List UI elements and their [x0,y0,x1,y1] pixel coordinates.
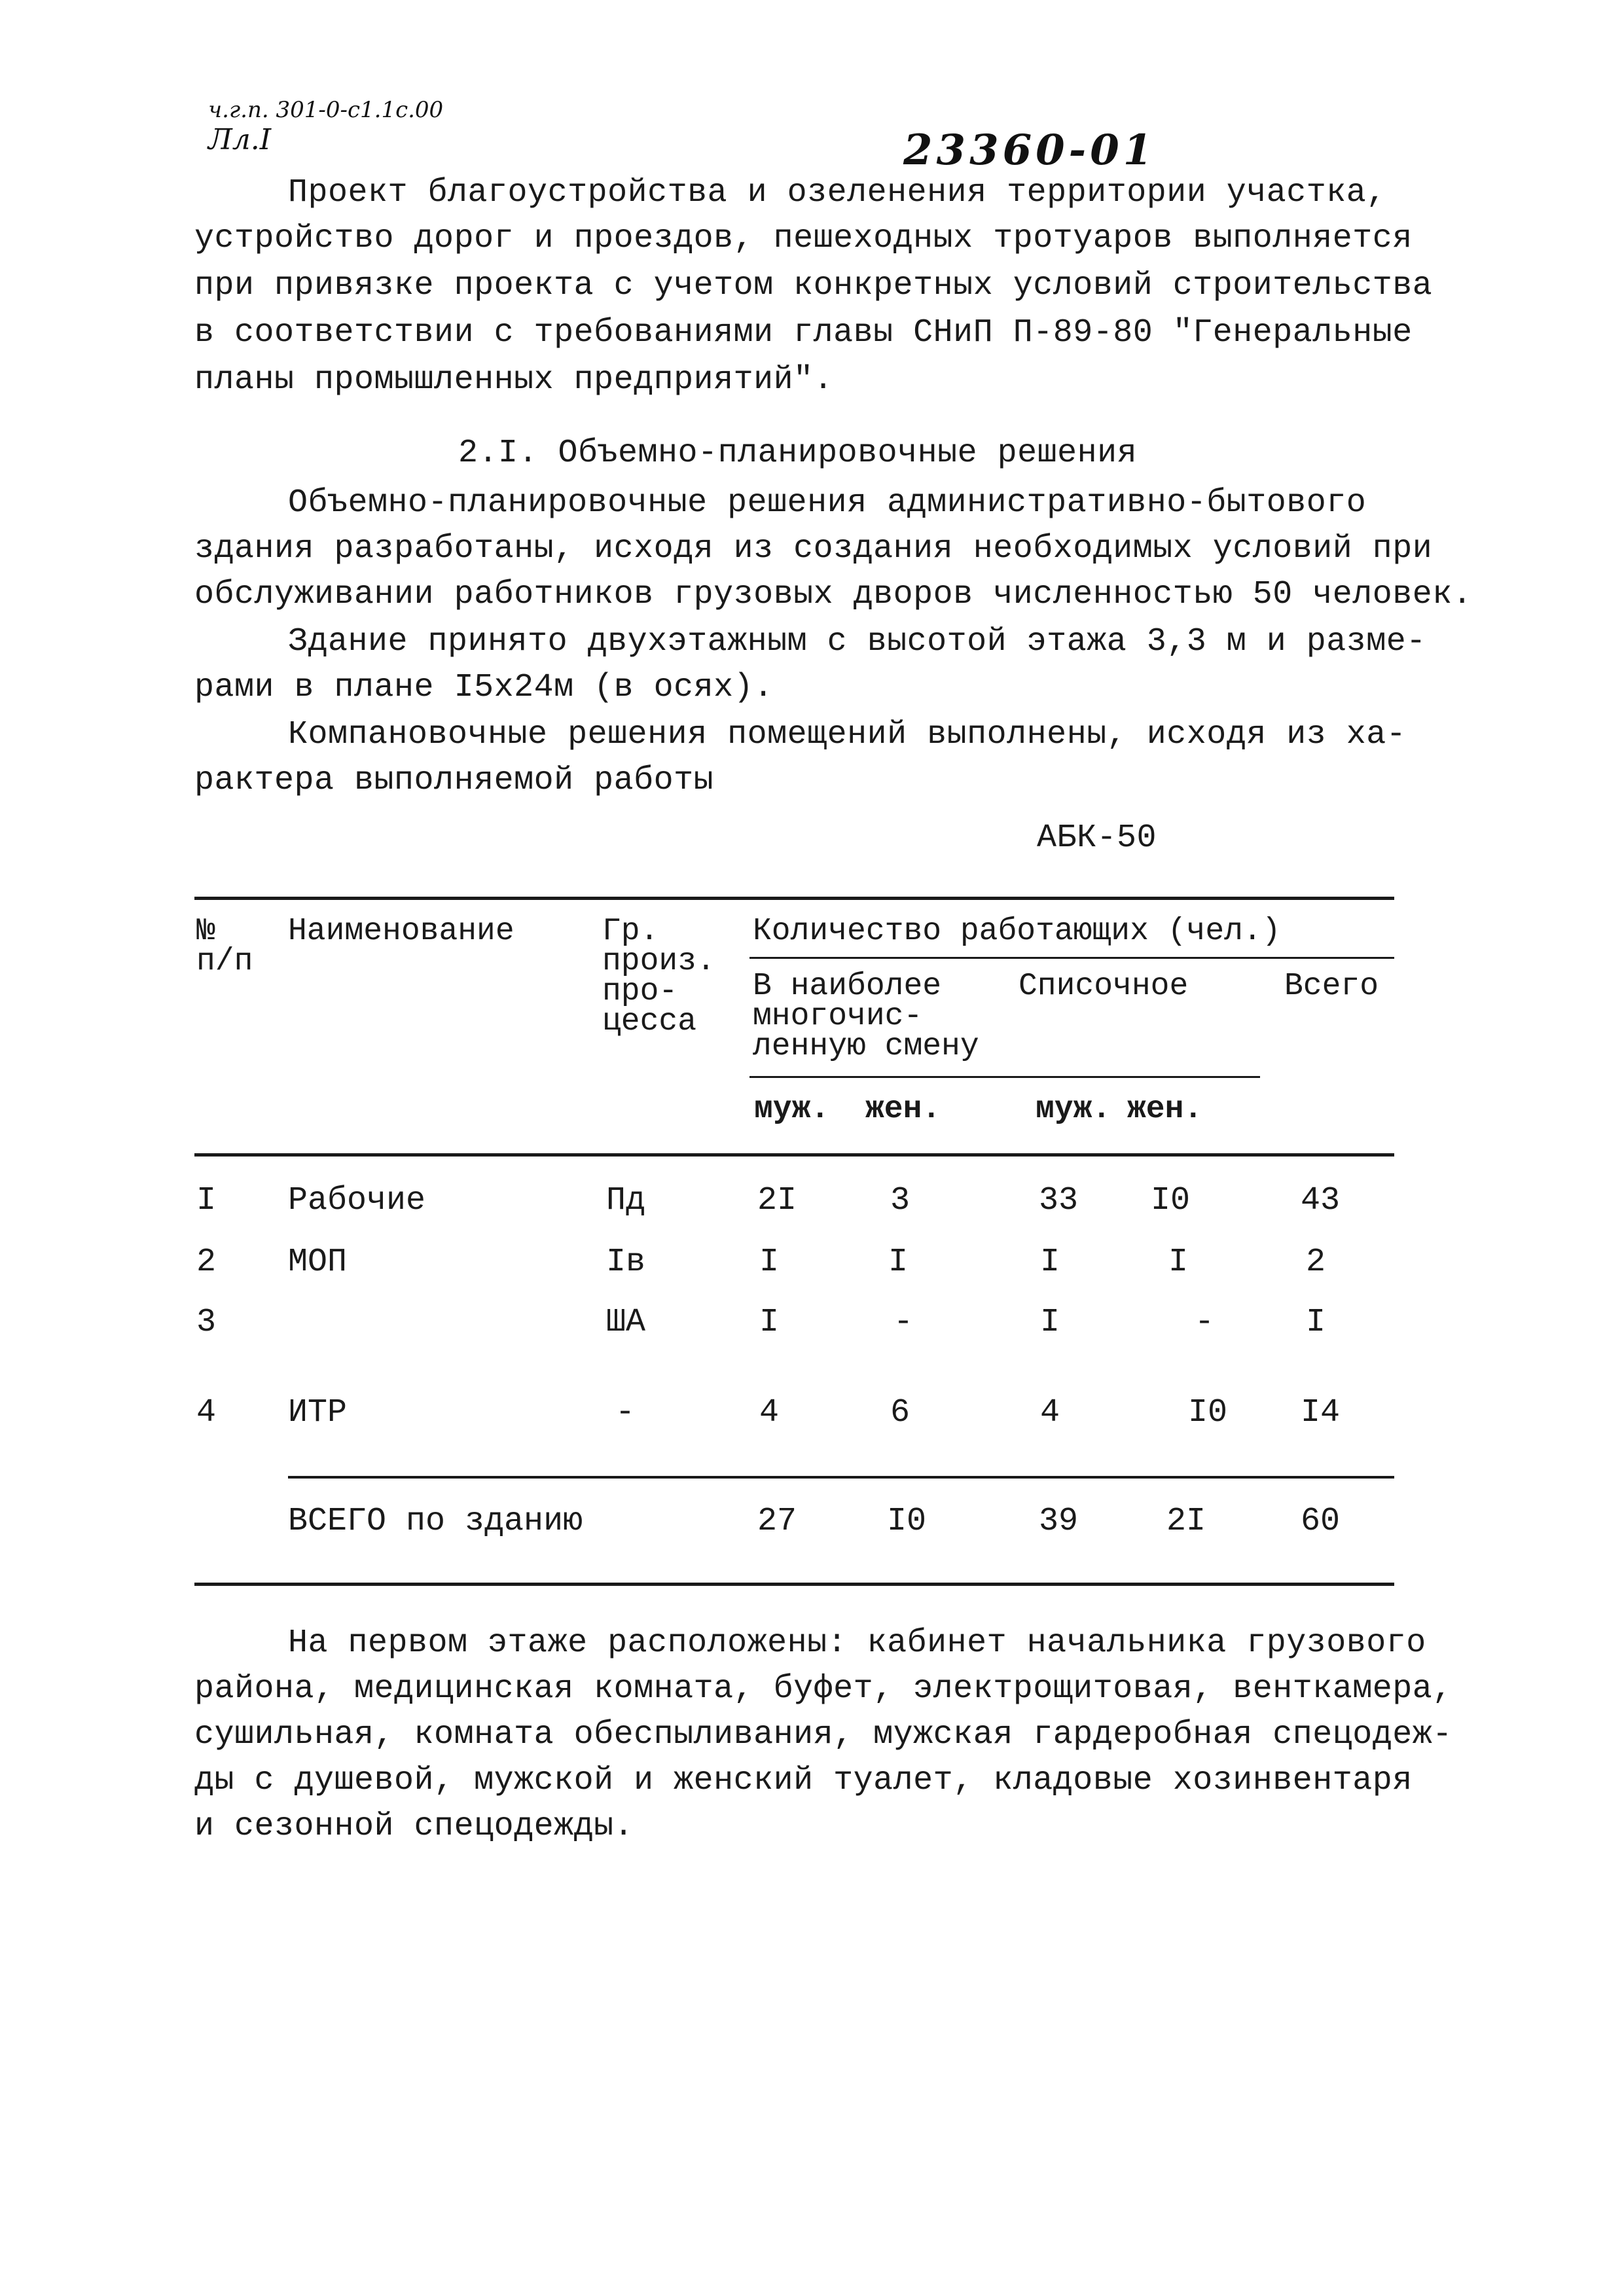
totals-shift-men: 27 [757,1503,797,1540]
row-shift-men: 2I [757,1182,797,1219]
header-list: Списочное [1019,969,1189,1004]
header-count-title: Количество работающих (чел.) [753,914,1281,949]
row-name: МОП [288,1244,348,1281]
header-num: п/п [196,944,253,979]
header-bottom-rule [194,1153,1394,1157]
row-shift-women: - [893,1304,914,1341]
section-line: Компановочные решения помещений выполнены, исходя из ха- [288,716,1407,753]
row-list-women: - [1194,1304,1215,1341]
header-women: жен. [1127,1092,1203,1127]
row-num: 3 [196,1304,217,1341]
row-total: I [1305,1304,1326,1341]
row-list-women: I0 [1150,1182,1191,1219]
section-line: рактера выполняемой работы [194,762,714,799]
row-group: - [615,1394,636,1431]
row-name: Рабочие [288,1182,426,1219]
header-rule [749,957,1394,959]
header-total: Всего [1284,969,1379,1004]
totals-label: ВСЕГО по зданию [288,1503,583,1540]
row-shift-men: I [759,1244,780,1281]
table-top-rule [194,897,1394,900]
section-title: 2.I. Объемно-планировочные решения [458,435,1138,472]
intro-line: устройство дорог и проездов, пешеходных тротуаров выполняется [194,220,1413,257]
row-list-women: I [1168,1244,1189,1281]
intro-line: Проект благоустройства и озеленения территории участка, [288,174,1386,211]
table-caption: АБК-50 [1037,819,1157,857]
header-subrule [749,1076,1260,1078]
closing-line: ды с душевой, мужской и женский туалет, кладовые хозинвентаря [194,1762,1413,1799]
totals-list-women: 2I [1166,1503,1206,1540]
row-shift-women: 3 [890,1182,911,1219]
section-line: рами в плане I5х24м (в осях). [194,669,774,706]
document-code: ч.г.п. 301-0-с1.1с.00 [208,97,444,123]
section-line: обслуживании работников грузовых дворов численностью 50 человек. [194,576,1473,613]
header-shift: ленную смену [753,1029,979,1064]
row-list-women: I0 [1187,1394,1228,1431]
intro-line: планы промышленных предприятий". [194,361,834,399]
row-num: I [196,1182,217,1219]
document-number: 23360-01 [903,126,1157,175]
row-group: Iв [606,1244,646,1281]
intro-line: при привязке проекта с учетом конкретных условий строительства [194,267,1433,304]
header-group: Гр. [602,914,659,949]
row-shift-women: I [888,1244,909,1281]
closing-line: района, медицинская комната, буфет, электрощитовая, венткамера, [194,1670,1453,1708]
table-bottom-rule [194,1583,1394,1586]
totals-total: 60 [1300,1503,1341,1540]
header-men: муж. [1036,1092,1111,1127]
section-line: Здание принято двухэтажным с высотой этажа 3,3 м и разме- [288,623,1426,660]
header-shift: В наиболее [753,969,942,1004]
header-group: про- [602,974,678,1009]
closing-line: и сезонной спецодежды. [194,1808,634,1845]
row-shift-women: 6 [890,1394,911,1431]
sheet-label: Лл.I [208,123,272,156]
totals-rule [288,1476,1394,1479]
row-total: 43 [1300,1182,1341,1219]
section-line: Объемно-планировочные решения административно-бытового [288,484,1367,522]
row-shift-men: I [759,1304,780,1341]
row-group: ША [606,1304,646,1341]
section-line: здания разработаны, исходя из создания необходимых условий при [194,530,1433,567]
closing-line: сушильная, комната обеспыливания, мужская гардеробная спецодеж- [194,1716,1453,1753]
row-group: Пд [606,1182,646,1219]
row-num: 4 [196,1394,217,1431]
row-list-men: 33 [1038,1182,1079,1219]
header-women: жен. [865,1092,941,1127]
header-group: цесса [602,1004,697,1039]
header-men: муж. [754,1092,830,1127]
header-name: Наименование [288,914,514,949]
row-list-men: I [1039,1244,1060,1281]
row-total: 2 [1305,1244,1326,1281]
row-list-men: 4 [1039,1394,1060,1431]
row-name: ИТР [288,1394,348,1431]
header-num: № [196,914,215,949]
totals-shift-women: I0 [886,1503,927,1540]
header-shift: многочис- [753,999,923,1034]
row-num: 2 [196,1244,217,1281]
row-list-men: I [1039,1304,1060,1341]
totals-list-men: 39 [1038,1503,1079,1540]
row-shift-men: 4 [759,1394,780,1431]
header-group: произ. [602,944,715,979]
closing-line: На первом этаже расположены: кабинет начальника грузового [288,1624,1426,1662]
row-total: I4 [1300,1394,1341,1431]
intro-line: в соответствии с требованиями главы СНиП П-89-80 "Генеральные [194,314,1413,351]
